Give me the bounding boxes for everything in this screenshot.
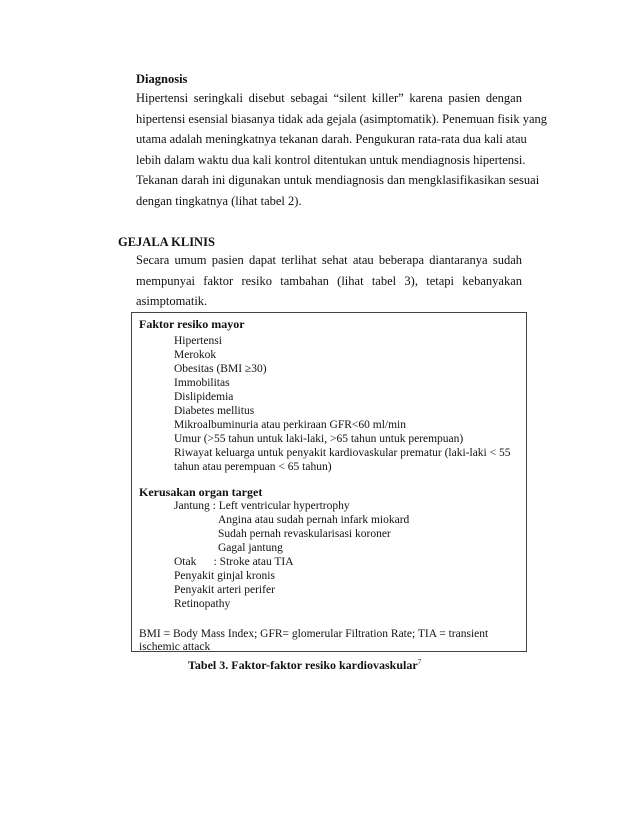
otak-label: Otak : Stroke atau TIA bbox=[174, 556, 294, 568]
diagnosis-line: Hipertensi seringkali disebut sebagai “silent killer” karena pasien dengan bbox=[136, 91, 522, 105]
jantung-item: Gagal jantung bbox=[218, 542, 283, 554]
diagnosis-line: hipertensi esensial biasanya tidak ada gejala (asimptomatik). Penemuan fisik yang bbox=[136, 111, 547, 126]
gejala-line: mempunyai faktor resiko tambahan (lihat tabel 3), tetapi kebanyakan bbox=[136, 273, 522, 288]
major-risk-item: Immobilitas bbox=[174, 377, 230, 389]
major-risk-heading: Faktor resiko mayor bbox=[139, 317, 245, 331]
jantung-item: Angina atau sudah pernah infark miokard bbox=[218, 514, 410, 526]
major-risk-item: Dislipidemia bbox=[174, 391, 234, 403]
gejala-line: asimptomatik. bbox=[136, 294, 208, 308]
gejala-paragraph bbox=[136, 250, 522, 312]
diagnosis-line: dengan tingkatnya (lihat tabel 2). bbox=[136, 193, 302, 208]
major-risk-item: tahun atau perempuan < 65 tahun) bbox=[174, 461, 332, 473]
target-organ-item: Penyakit ginjal kronis bbox=[174, 570, 275, 582]
diagnosis-paragraph bbox=[136, 88, 547, 211]
table-footnote: BMI = Body Mass Index; GFR= glomerular Filtration Rate; TIA = transient bbox=[139, 628, 489, 640]
risk-factor-table bbox=[131, 312, 527, 652]
major-risk-item: Umur (>55 tahun untuk laki-laki, >65 tahun untuk perempuan) bbox=[174, 433, 464, 445]
major-risk-item: Hipertensi bbox=[174, 335, 222, 347]
jantung-item: Sudah pernah revaskularisasi koroner bbox=[218, 528, 391, 540]
diagnosis-line: Tekanan darah ini digunakan untuk mendiagnosis dan mengklasifikasikan sesuai bbox=[136, 173, 540, 187]
diagnosis-line: utama adalah meningkatnya tekanan darah. Pengukuran rata-rata dua kali atau bbox=[136, 132, 527, 146]
target-organ-item: Retinopathy bbox=[174, 598, 231, 610]
table-caption-text: Tabel 3. Faktor-faktor resiko kardiovaskular bbox=[188, 658, 418, 672]
table-caption bbox=[188, 658, 421, 673]
gejala-klinis-heading: GEJALA KLINIS bbox=[118, 235, 215, 249]
table-footnote: ischemic attack bbox=[139, 641, 211, 653]
gejala-line: Secara umum pasien dapat terlihat sehat atau beberapa diantaranya sudah bbox=[136, 253, 522, 267]
target-organ-item: Penyakit arteri perifer bbox=[174, 584, 275, 596]
diagnosis-line: lebih dalam waktu dua kali kontrol ditentukan untuk mendiagnosis hipertensi. bbox=[136, 152, 526, 167]
jantung-label: Jantung : Left ventricular hypertrophy bbox=[174, 500, 350, 512]
major-risk-item: Diabetes mellitus bbox=[174, 405, 255, 417]
target-organ-heading: Kerusakan organ target bbox=[139, 485, 263, 499]
major-risk-item: Mikroalbuminuria atau perkiraan GFR<60 ml/min bbox=[174, 419, 406, 431]
major-risk-item: Obesitas (BMI ≥30) bbox=[174, 363, 267, 375]
table-caption-reference: 7 bbox=[417, 658, 422, 666]
major-risk-item: Merokok bbox=[174, 349, 217, 361]
major-risk-item: Riwayat keluarga untuk penyakit kardiovaskular prematur (laki-laki < 55 bbox=[174, 447, 511, 459]
diagnosis-heading: Diagnosis bbox=[136, 72, 188, 86]
